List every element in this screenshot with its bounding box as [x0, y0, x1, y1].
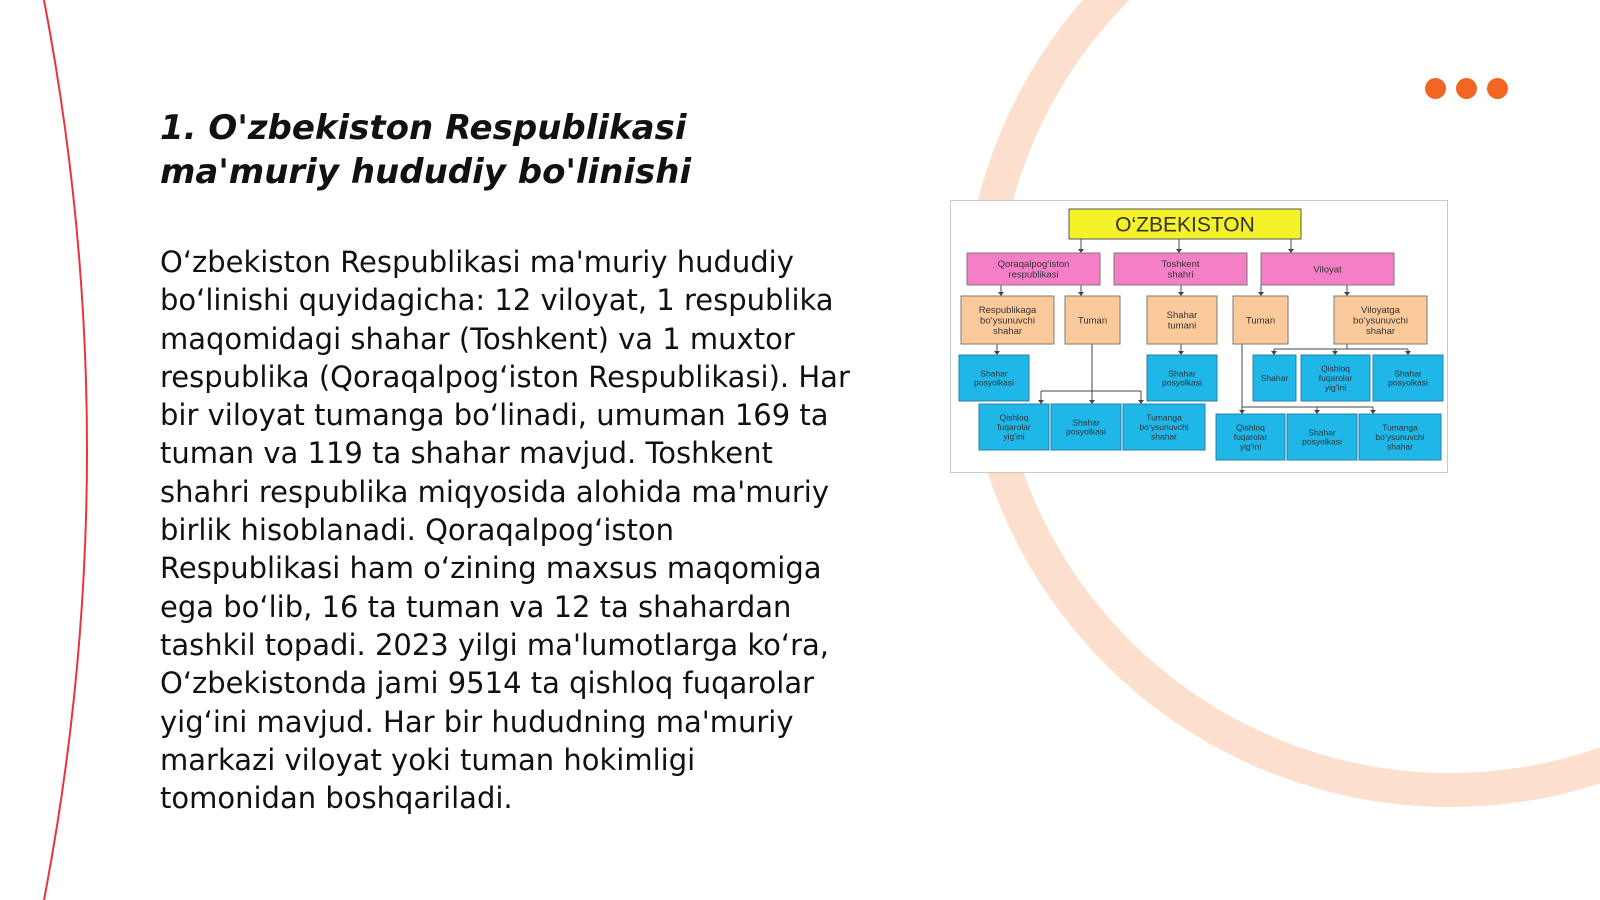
- node-sp2-label: posyolkasi: [1162, 377, 1202, 388]
- arrow-head: [1078, 249, 1084, 253]
- node-qfy1-label: yig‘ini: [1324, 382, 1347, 393]
- arrow-head: [1271, 351, 1277, 355]
- side-curve-line: [44, 0, 87, 900]
- node-sp5-label: posyolkasi: [1302, 436, 1342, 447]
- node-sp5-label: Shahar: [1308, 427, 1336, 438]
- node-sht-label: Shahar: [1166, 310, 1198, 322]
- node-rbs-label: shahar: [992, 325, 1023, 337]
- decorative-dots: [1425, 78, 1515, 102]
- arrow-head: [1038, 400, 1044, 404]
- node-tbs2-label: bo‘ysunuvchi: [1375, 431, 1425, 442]
- node-tbs2-label: shahar: [1387, 441, 1413, 452]
- node-sp3-label: posyolkasi: [1388, 377, 1428, 388]
- arrow-head: [1176, 249, 1182, 253]
- dot-1: [1425, 78, 1446, 99]
- node-ts-label: shahri: [1167, 269, 1194, 281]
- arrow-head: [1138, 400, 1144, 404]
- node-ts-label: Toshkent: [1161, 259, 1200, 271]
- node-sh-label: Shahar: [1260, 372, 1289, 383]
- node-qfy2-label: yig‘ini: [1003, 431, 1025, 442]
- node-qfy3-label: yig‘ini: [1239, 441, 1262, 452]
- node-qfy1-label: fuqarolar: [1318, 372, 1353, 383]
- administrative-division-diagram: [950, 200, 1448, 473]
- node-tbs1-label: Tumanga: [1146, 412, 1182, 423]
- node-sht-label: tumani: [1167, 320, 1197, 332]
- arrow-head: [1405, 351, 1411, 355]
- slide-body-text: O‘zbekiston Respublikasi ma'muriy hududiy bo‘linishi quyidagicha: 12 viloyat, 1 respublika maqomidagi shahar (Toshkent) va 1 muxtor respublika (Qoraqalpog‘iston Respublikasi). Har bir viloyat tumanga bo‘linadi, umuman 169 ta tuman va 119 ta shahar mavjud. Toshkent shahri respublika miqyosida alohida ma'muriy birlik hisoblanadi. Qoraqalpog‘iston Respublikasi ham o‘zining maxsus maqomiga ega bo‘lib, 16 ta tuman va 12 ta shahardan tashkil topadi. 2023 yilgi ma'lumotlarga ko‘ra, O‘zbekistonda jami 9514 ta qishloq fuqarolar yig‘ini mavjud. Har bir hududning ma'muriy markazi viloyat yoki tuman hokimligi tomonidan boshqariladi.: [160, 245, 850, 816]
- node-qfy1-label: Qishloq: [1321, 363, 1350, 374]
- node-sp1-label: Shahar: [980, 368, 1008, 379]
- dot-2: [1456, 78, 1477, 99]
- node-qfy3-label: fuqarolar: [1233, 431, 1268, 442]
- node-qfy2-label: fuqarolar: [997, 421, 1031, 432]
- slide-title: 1. O'zbekiston Respublikasi ma'muriy hududiy bo'linishi: [160, 108, 692, 192]
- arrow-head: [1288, 249, 1294, 253]
- node-tum1-label: Tuman: [1077, 315, 1108, 327]
- arrow-head: [994, 351, 1000, 355]
- arrow-head: [1258, 292, 1264, 296]
- node-vbs-label: shahar: [1365, 325, 1396, 337]
- node-sp3-label: Shahar: [1394, 368, 1422, 379]
- node-sp4-label: posyolkasi: [1066, 426, 1106, 437]
- node-sp4-label: Shahar: [1072, 417, 1100, 428]
- node-vbs-label: bo‘ysunuvchi: [1353, 315, 1408, 327]
- node-root-label: O‘ZBEKISTON: [1115, 213, 1255, 237]
- node-vil-label: Viloyat: [1313, 264, 1342, 276]
- node-qfy2-label: Qishloq: [999, 412, 1029, 423]
- node-tum2-label: Tuman: [1245, 315, 1276, 327]
- arrow-head: [998, 292, 1004, 296]
- node-rbs-label: Respublikaga: [978, 304, 1037, 316]
- node-qr-label: respublikasi: [1008, 269, 1059, 281]
- arrow-head: [1089, 400, 1095, 404]
- node-sp1-label: posyolkasi: [974, 377, 1014, 388]
- node-tbs1-label: bo‘ysunuvchi: [1139, 421, 1189, 432]
- arrow-head: [1332, 351, 1338, 355]
- node-tbs1-label: shahar: [1151, 431, 1177, 442]
- node-sp2-label: Shahar: [1168, 368, 1196, 379]
- arrow-head: [1239, 410, 1245, 414]
- arrow-head: [1178, 292, 1184, 296]
- node-rbs-label: bo‘ysunuvchi: [980, 315, 1035, 327]
- arrow-head: [1314, 410, 1320, 414]
- dot-3: [1487, 78, 1508, 99]
- arrow-head: [1344, 292, 1350, 296]
- node-qr-label: Qoraqalpog‘iston: [997, 259, 1070, 271]
- arrow-head: [1078, 292, 1084, 296]
- node-tbs2-label: Tumanga: [1382, 422, 1418, 433]
- arrow-head: [1178, 351, 1184, 355]
- diagram-canvas: [951, 201, 1447, 472]
- arrow-head: [1370, 410, 1376, 414]
- node-qfy3-label: Qishloq: [1236, 422, 1265, 433]
- node-vbs-label: Viloyatga: [1361, 304, 1400, 316]
